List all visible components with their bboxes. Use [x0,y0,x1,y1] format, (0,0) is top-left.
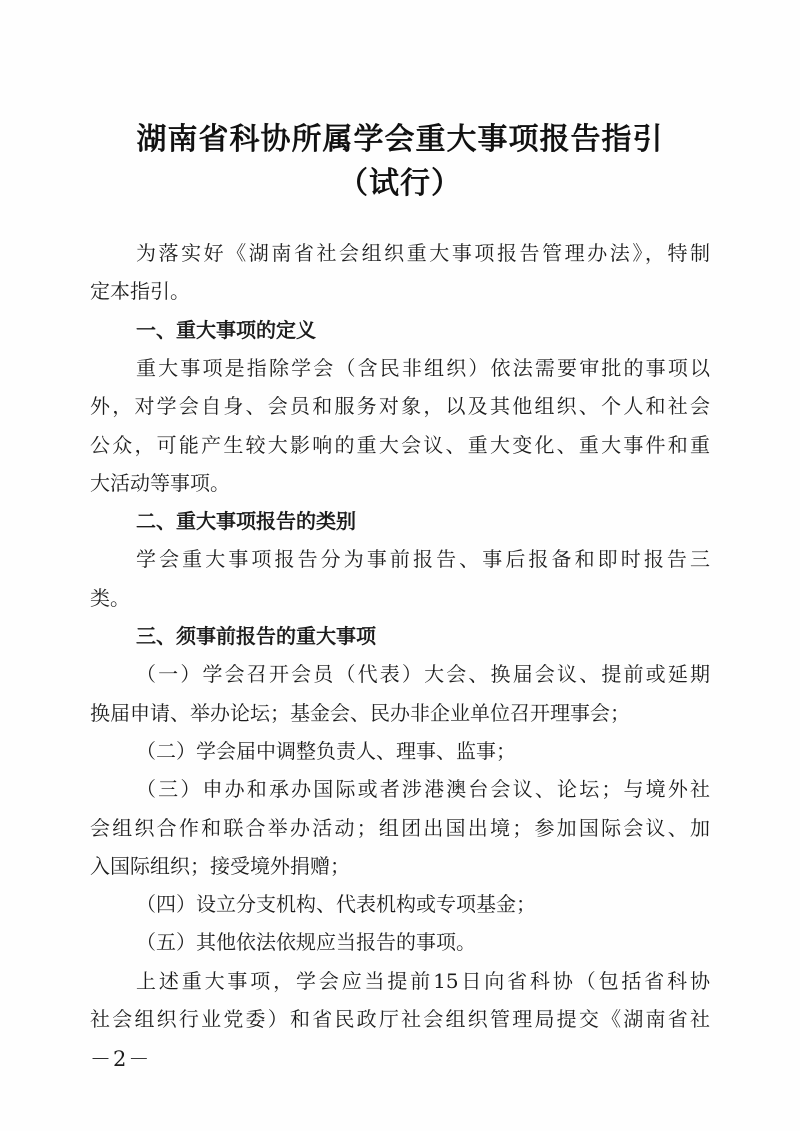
definition-line-3: 公众，可能产生较大影响的重大会议、重大变化、重大事件和重 [90,433,710,457]
item-4-line-1: （四）设立分支机构、代表机构或专项基金； [136,892,536,916]
item-3-line-1: （三）申办和承办国际或者涉港澳台会议、论坛；与境外社 [136,777,710,801]
document-subtitle: （试行） [338,166,462,201]
item-1-line-2: 换届申请、举办论坛；基金会、民办非企业单位召开理事会； [90,701,630,725]
closing-line-2: 社会组织行业党委）和省民政厅社会组织管理局提交《湖南省社 [90,1007,710,1031]
definition-line-1: 重大事项是指除学会（含民非组织）依法需要审批的事项以 [136,356,710,380]
item-5-line-1: （五）其他依法依规应当报告的事项。 [136,930,476,954]
paragraph-intro-line-2: 定本指引。 [90,279,190,303]
section-heading-1: 一、重大事项的定义 [136,318,316,342]
page-number: －2－ [90,1047,152,1071]
closing-line-1: 上述重大事项，学会应当提前15日向省科协（包括省科协 [136,969,710,993]
item-3-line-3: 入国际组织；接受境外捐赠； [90,854,350,878]
section-heading-3: 三、须事前报告的重大事项 [136,624,376,648]
definition-line-2: 外，对学会自身、会员和服务对象，以及其他组织、个人和社会 [90,394,710,418]
category-line-1: 学会重大事项报告分为事前报告、事后报备和即时报告三 [136,547,710,571]
item-2-line-1: （二）学会届中调整负责人、理事、监事； [136,739,516,763]
category-line-2: 类。 [90,586,130,610]
section-heading-2: 二、重大事项报告的类别 [136,509,356,533]
paragraph-intro-line-1: 为落实好《湖南省社会组织重大事项报告管理办法》，特制 [136,241,710,265]
item-1-line-1: （一）学会召开会员（代表）大会、换届会议、提前或延期 [136,662,710,686]
document-title: 湖南省科协所属学会重大事项报告指引 [136,122,664,157]
item-3-line-2: 会组织合作和联合举办活动；组团出国出境；参加国际会议、加 [90,816,710,840]
definition-line-4: 大活动等事项。 [90,471,230,495]
